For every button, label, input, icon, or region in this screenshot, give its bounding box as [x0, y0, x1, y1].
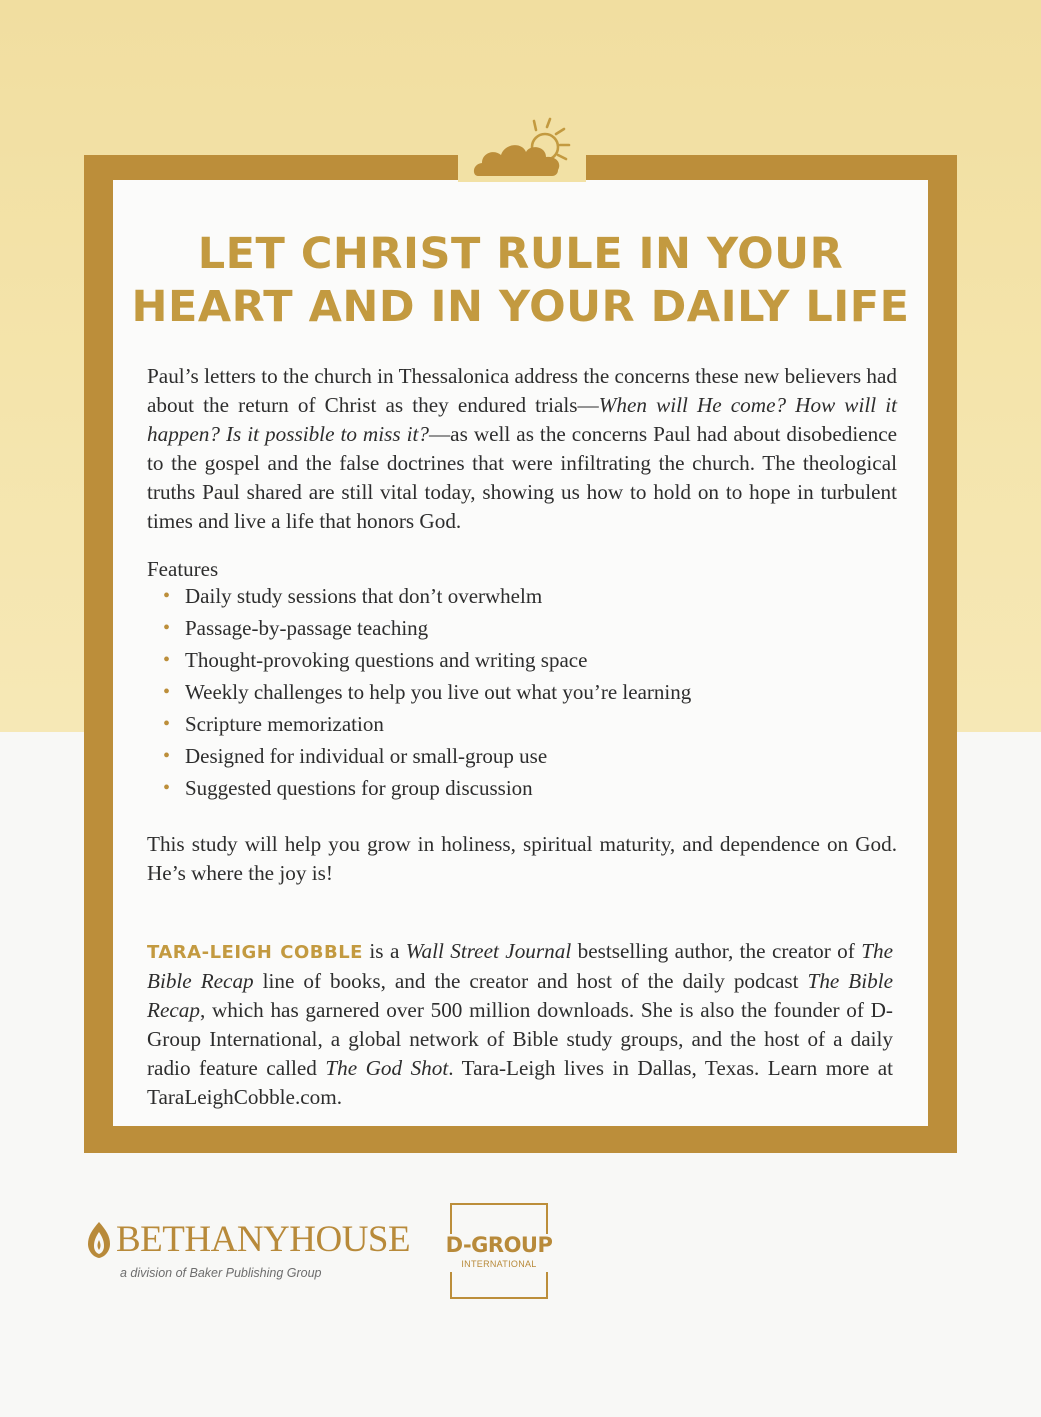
- description-part-1: Paul’s letters to the church in Thessalonica address the concerns these new believers had about the return of Christ as they endured trials—: [147, 364, 897, 417]
- author-name: TARA-LEIGH COBBLE: [147, 942, 363, 963]
- feature-item: [160, 582, 691, 614]
- bio-italic: The Bible Recap: [147, 969, 894, 1022]
- bio-text: , which has garnered over 500 million downloads. She is also the founder of D-Group International, a global network of Bible study groups, and the host of a daily radio feature called: [147, 998, 893, 1080]
- d-group-name: D-GROUP: [445, 1233, 553, 1257]
- feature-text: Passage-by-passage teaching: [185, 616, 429, 640]
- feature-text: Suggested questions for group discussion: [185, 776, 533, 800]
- bethany-house-logo: [86, 1218, 416, 1288]
- description-paragraph: [147, 362, 897, 536]
- features-label: Features: [147, 557, 219, 581]
- publisher-subtitle: a division of Baker Publishing Group: [120, 1266, 322, 1280]
- feature-item: [160, 710, 691, 742]
- bio-text: . Tara-Leigh lives in Dallas, Texas. Learn more at TaraLeighCobble.com.: [147, 1056, 893, 1109]
- feature-item: [160, 742, 691, 774]
- bullet-icon: •: [163, 585, 171, 607]
- publisher-name: BETHANYHOUSE: [116, 1219, 411, 1260]
- feature-item: [160, 614, 691, 646]
- headline: [113, 228, 928, 334]
- headline-line-1: LET CHRIST RULE IN YOUR: [197, 229, 844, 279]
- bullet-icon: •: [163, 713, 171, 735]
- description-questions: When will He come? How will it happen? Is it possible to miss it?: [147, 393, 897, 446]
- feature-text: Thought-provoking questions and writing space: [185, 648, 588, 672]
- feature-item: [160, 678, 691, 710]
- d-group-subtitle: INTERNATIONAL: [461, 1259, 537, 1269]
- feature-item: [160, 774, 691, 806]
- description-part-2: —as well as the concerns Paul had about disobedience to the gospel and the false doctrines that were infiltrating the church. The theological truths Paul shared are still vital today, showing us how to hold on to hope in turbulent times and live a life that honors God.: [147, 422, 898, 533]
- bullet-icon: •: [163, 745, 171, 767]
- feature-text: Weekly challenges to help you live out what you’re learning: [185, 680, 692, 704]
- bio-italic: Wall Street Journal: [405, 939, 572, 963]
- feature-text: Designed for individual or small-group use: [185, 744, 548, 768]
- bullet-icon: •: [163, 777, 171, 799]
- bio-italic: The Bible Recap: [147, 939, 894, 993]
- bio-text: bestselling author, the creator of: [571, 939, 862, 963]
- feature-text: Scripture memorization: [185, 712, 384, 736]
- feature-item: [160, 646, 691, 678]
- bullet-icon: •: [163, 649, 171, 671]
- bethany-flame-icon: [86, 1220, 112, 1260]
- bio-text: is a: [362, 939, 406, 963]
- bullet-icon: •: [163, 681, 171, 703]
- headline-line-2: HEART AND IN YOUR DAILY LIFE: [131, 282, 910, 332]
- cloud-sun-icon: [470, 110, 580, 188]
- bullet-icon: •: [163, 617, 171, 639]
- bio-italic: The God Shot: [325, 1056, 449, 1080]
- feature-text: Daily study sessions that don’t overwhelm: [185, 584, 543, 608]
- author-bio: [147, 937, 893, 1112]
- closing-paragraph: This study will help you grow in holiness, spiritual maturity, and dependence on God. He’s where the joy is!: [147, 832, 897, 885]
- bio-text: line of books, and the creator and host of the daily podcast: [253, 969, 808, 993]
- features-list: [160, 582, 691, 806]
